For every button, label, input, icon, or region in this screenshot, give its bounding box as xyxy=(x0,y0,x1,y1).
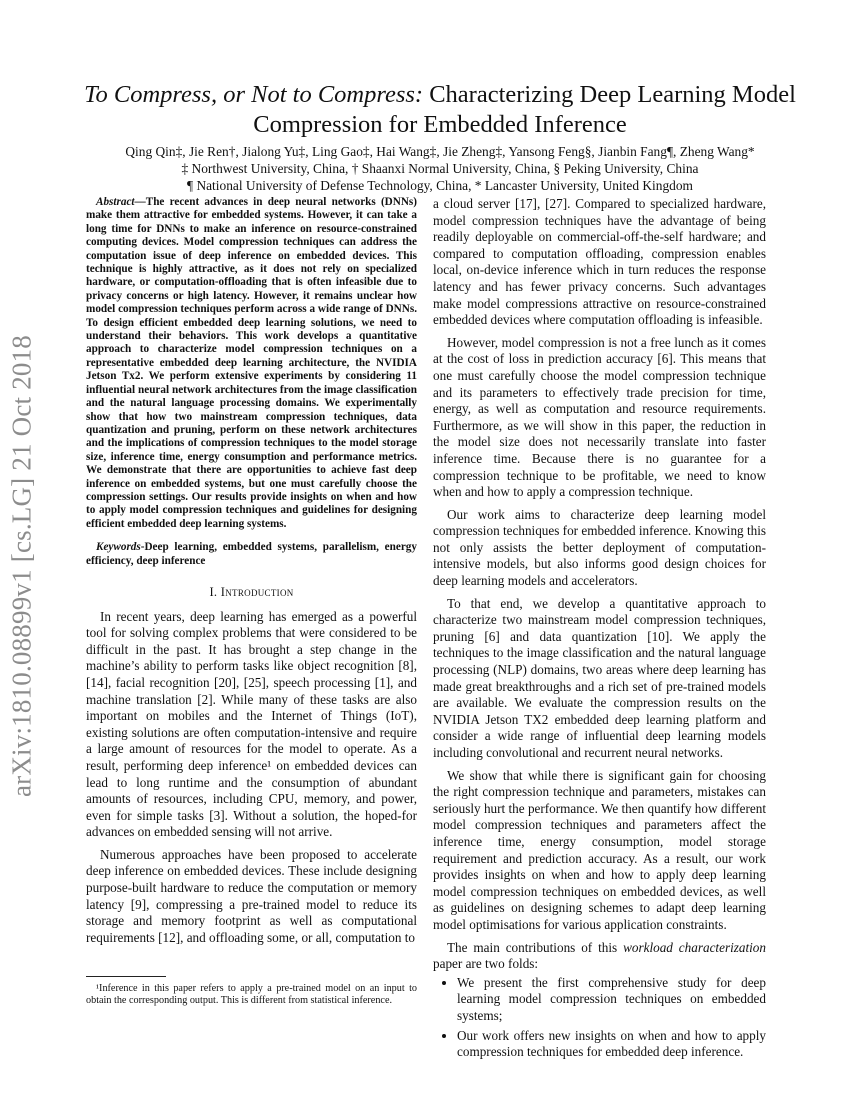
paragraph: We show that while there is significant gain for choosing the right compression technique and parameters, mistakes can seriously hurt the performance. We then quantify how different model compression techniques and parameters affect the inference time, energy consumption, model storage requirement and prediction accuracy. As a result, our work provides insights on when and how to apply deep learning model compression techniques on embedded devices, as well as guidelines on designing schemes to adapt deep learning model optimisations for various application constraints. xyxy=(433,767,766,932)
section-number: I. xyxy=(209,584,218,599)
keywords-text: -Deep learning, embedded systems, parallelism, energy efficiency, deep inference xyxy=(86,541,417,567)
footnote: ¹Inference in this paper refers to apply a pre-trained model on an input to obtain the corresponding output. This is different from statistical inference. xyxy=(86,983,417,1007)
contrib-intro-before: The main contributions of this xyxy=(447,939,624,955)
abstract-label: Abstract xyxy=(96,196,135,208)
left-column xyxy=(86,196,417,946)
abstract-text: —The recent advances in deep neural networks (DNNs) make them attractive for embedded systems. However, it can take a long time for DNNs to make an inference on resource-constrained computing devices. Model compression techniques can address the computation issue of deep inference on embedded devices. This technique is highly attractive, as it does not rely on specialized hardware, or computation-offloading that is often infeasible due to privacy concerns or high latency. However, it remains unclear how model compression techniques perform across a wide range of DNNs. To design efficient embedded deep learning solutions, we need to understand their behaviors. This work develops a quantitative approach to characterize model compression techniques on a representative embedded deep learning architecture, the NVIDIA Jetson Tx2. We perform extensive experiments by considering 11 influential neural network architectures from the image classification and the natural language processing domains. We experimentally show that how two mainstream compression techniques, data quantization and pruning, perform on these network architectures and the implications of compression techniques to the model storage size, inference time, energy consumption and performance metrics. We demonstrate that there are opportunities to achieve fast deep inference on embedded systems, but one must carefully choose the compression settings. Our results provide insights on when and how to apply model compression techniques and guidelines for designing efficient embedded deep learning systems. xyxy=(86,196,417,530)
affiliations-line1: ‡ Northwest University, China, † Shaanxi Normal University, China, § Peking University, China xyxy=(181,160,699,176)
list-item: • Our work offers new insights on when and how to apply compression techniques for embedded deep inference. xyxy=(457,1028,766,1061)
footnote-rule xyxy=(86,976,166,977)
title-rest-line1: Characterizing Deep Learning Model xyxy=(423,81,796,108)
keywords xyxy=(86,541,417,568)
contrib-intro-after: paper are two folds: xyxy=(433,956,539,972)
affiliations-line2: ¶ National University of Defense Technology, China, * Lancaster University, United Kingdom xyxy=(187,177,693,193)
keywords-label: Keywords xyxy=(96,541,141,554)
arxiv-identifier xyxy=(3,306,41,826)
contributions-intro xyxy=(433,940,766,973)
section-title: Introduction xyxy=(220,584,294,599)
paragraph: To that end, we develop a quantitative approach to characterize two mainstream model compression techniques, pruning [6] and data quantization [10]. We apply the techniques to the image classification and the natural language processing (NLP) domains, two areas where deep learning has made great breakthroughs and a rich set of pre-trained models are available. We evaluate the compression results on the NVIDIA Jetson TX2 embedded deep learning platform and consider a wide range of influential deep learning models including convolutional and recurrent neural networks. xyxy=(433,595,766,760)
paragraph: a cloud server [17], [27]. Compared to specialized hardware, model compression techniques have the advantage of being readily deployable on commercial-off-the-self hardware; and compared to computation offloading, compression enables local, on-device inference which in turn reduces the response latency and has fewer privacy concerns. Such advantages make model compressions attractive on resource-constrained embedded devices where computation offloading is infeasible. xyxy=(433,196,766,328)
title-italic-part: To Compress, or Not to Compress: xyxy=(84,81,424,108)
author-block xyxy=(60,144,820,194)
author-names: Qing Qin‡, Jie Ren†, Jialong Yu‡, Ling Gao‡, Hai Wang‡, Jie Zheng‡, Yansong Feng§, Jianbin Fang¶, Zheng Wang* xyxy=(125,144,755,159)
paragraph: Numerous approaches have been proposed to accelerate deep inference on embedded devices. These include designing purpose-built hardware to reduce the computation or memory latency [9], compressing a pre-trained model to reduce its storage and memory footprint as well as computational requirements [12], and offloading some, or all, computation to xyxy=(86,846,417,945)
section-heading-introduction xyxy=(86,584,417,601)
paragraph: In recent years, deep learning has emerged as a powerful tool for solving complex problems that were considered to be difficult in the past. It has brought a step change in the machine’s ability to perform tasks like object recognition [8], [14], facial recognition [20], [25], speech processing [1], and machine translation [2]. While many of these tasks are also important on mobiles and the Internet of Things (IoT), existing solutions are often computation-intensive and require a large amount of resources for the model to operate. As a result, performing deep inference¹ on embedded devices can lead to long runtime and the consumption of abundant amounts of resources, including CPU, memory, and power, even for simple tasks [3]. Without a solution, the hoped-for advances on embedded sensing will not arrive. xyxy=(86,608,417,840)
paragraph: Our work aims to characterize deep learning model compression techniques for embedded inference. Knowing this not only assists the better deployment of computation-intensive models, but also informs good design choices for deep learning models and accelerators. xyxy=(433,506,766,589)
abstract xyxy=(86,196,417,531)
paper-title xyxy=(60,80,820,140)
right-column xyxy=(433,196,766,1064)
contributions-list xyxy=(433,975,766,1061)
paragraph: However, model compression is not a free lunch as it comes at the cost of loss in prediction accuracy [6]. This means that one must carefully choose the model compression technique and its parameters to effectively trade precision for time, energy, as well as computation and resource requirements. Furthermore, as we will show in this paper, the reduction in the model size does not necessarily translate into faster inference time. Because there is no guarantee for a compression technique to be profitable, we need to know when and how to apply a compression technique. xyxy=(433,334,766,500)
title-line2: Compression for Embedded Inference xyxy=(253,111,627,138)
contrib-intro-italic: workload characterization xyxy=(623,939,766,955)
list-item: • We present the first comprehensive study for deep learning model compression techniques on embedded systems; xyxy=(457,975,766,1025)
arxiv-identifier-text: arXiv:1810.08899v1 [cs.LG] 21 Oct 2018 xyxy=(6,334,37,798)
